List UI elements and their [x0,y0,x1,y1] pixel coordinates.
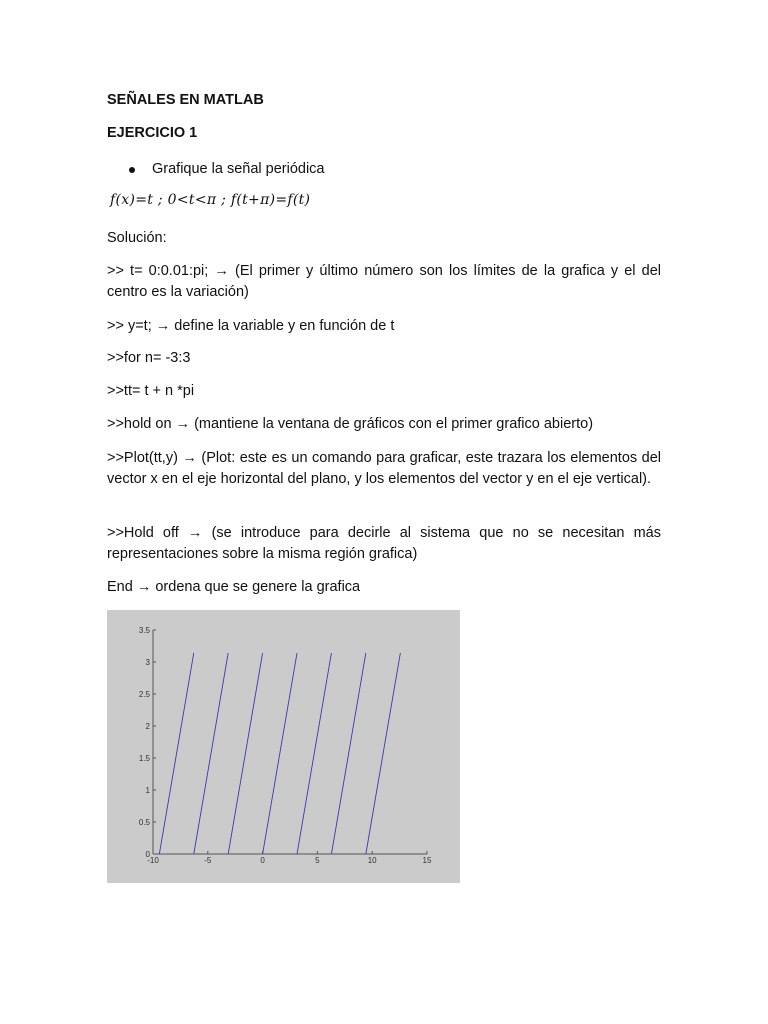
series-line-n=3 [366,653,401,854]
formula: f(x)=t ; 0<t<π ; f(t+π)=f(t) [110,192,311,208]
plot-figure [107,610,460,883]
bullet-icon [129,167,135,173]
x-tick-label: 15 [422,856,432,865]
code-line-8: End → ordena que se genere la grafica [107,579,361,595]
code-line-6: >>Plot(tt,y) → (Plot: este es un comando para graficar, este trazara los elementos del vector x en el eje horizontal del plano, y los elementos del vector y en el eje vertical). [107,450,661,487]
code-line-4: >>tt= t + n *pi [107,383,195,399]
series-line-n=-2 [194,653,228,854]
code-line-7: >>Hold off → (se introduce para decirle al sistema que no se necesitan más representaciones sobre la misma región grafica) [107,525,661,562]
y-tick-label: 3 [145,658,150,667]
exercise-heading: EJERCICIO 1 [107,125,198,141]
code-line-1: >> t= 0:0.01:pi; → (El primer y último número son los límites de la grafica y el del centro es la variación) [107,263,661,300]
x-tick-label: -5 [204,856,212,865]
y-tick-label: 0 [145,850,150,859]
code-line-2: >> y=t; → define la variable y en función de t [107,318,395,334]
series-line-n=-3 [159,653,193,854]
series-line-n=0 [263,653,297,854]
bullet-text: Grafique la señal periódica [152,161,325,177]
series-line-n=1 [297,653,331,854]
y-tick-label: 1.5 [138,754,150,763]
code-line-3: >>for n= -3:3 [107,350,191,366]
code-line-5: >>hold on → (mantiene la ventana de gráficos con el primer grafico abierto) [107,416,594,432]
solution-label: Solución: [107,230,167,246]
x-tick-label: 0 [260,856,265,865]
series-line-n=-1 [228,653,262,854]
document-title: SEÑALES EN MATLAB [107,92,264,108]
plot-svg [107,610,460,883]
y-tick-label: 3.5 [138,626,150,635]
y-tick-label: 1 [145,786,150,795]
x-tick-label: 10 [367,856,377,865]
y-tick-label: 2 [145,722,150,731]
x-tick-label: -10 [147,856,159,865]
series-line-n=2 [331,653,365,854]
y-tick-label: 0.5 [138,818,150,827]
y-tick-label: 2.5 [138,690,150,699]
x-tick-label: 5 [315,856,320,865]
